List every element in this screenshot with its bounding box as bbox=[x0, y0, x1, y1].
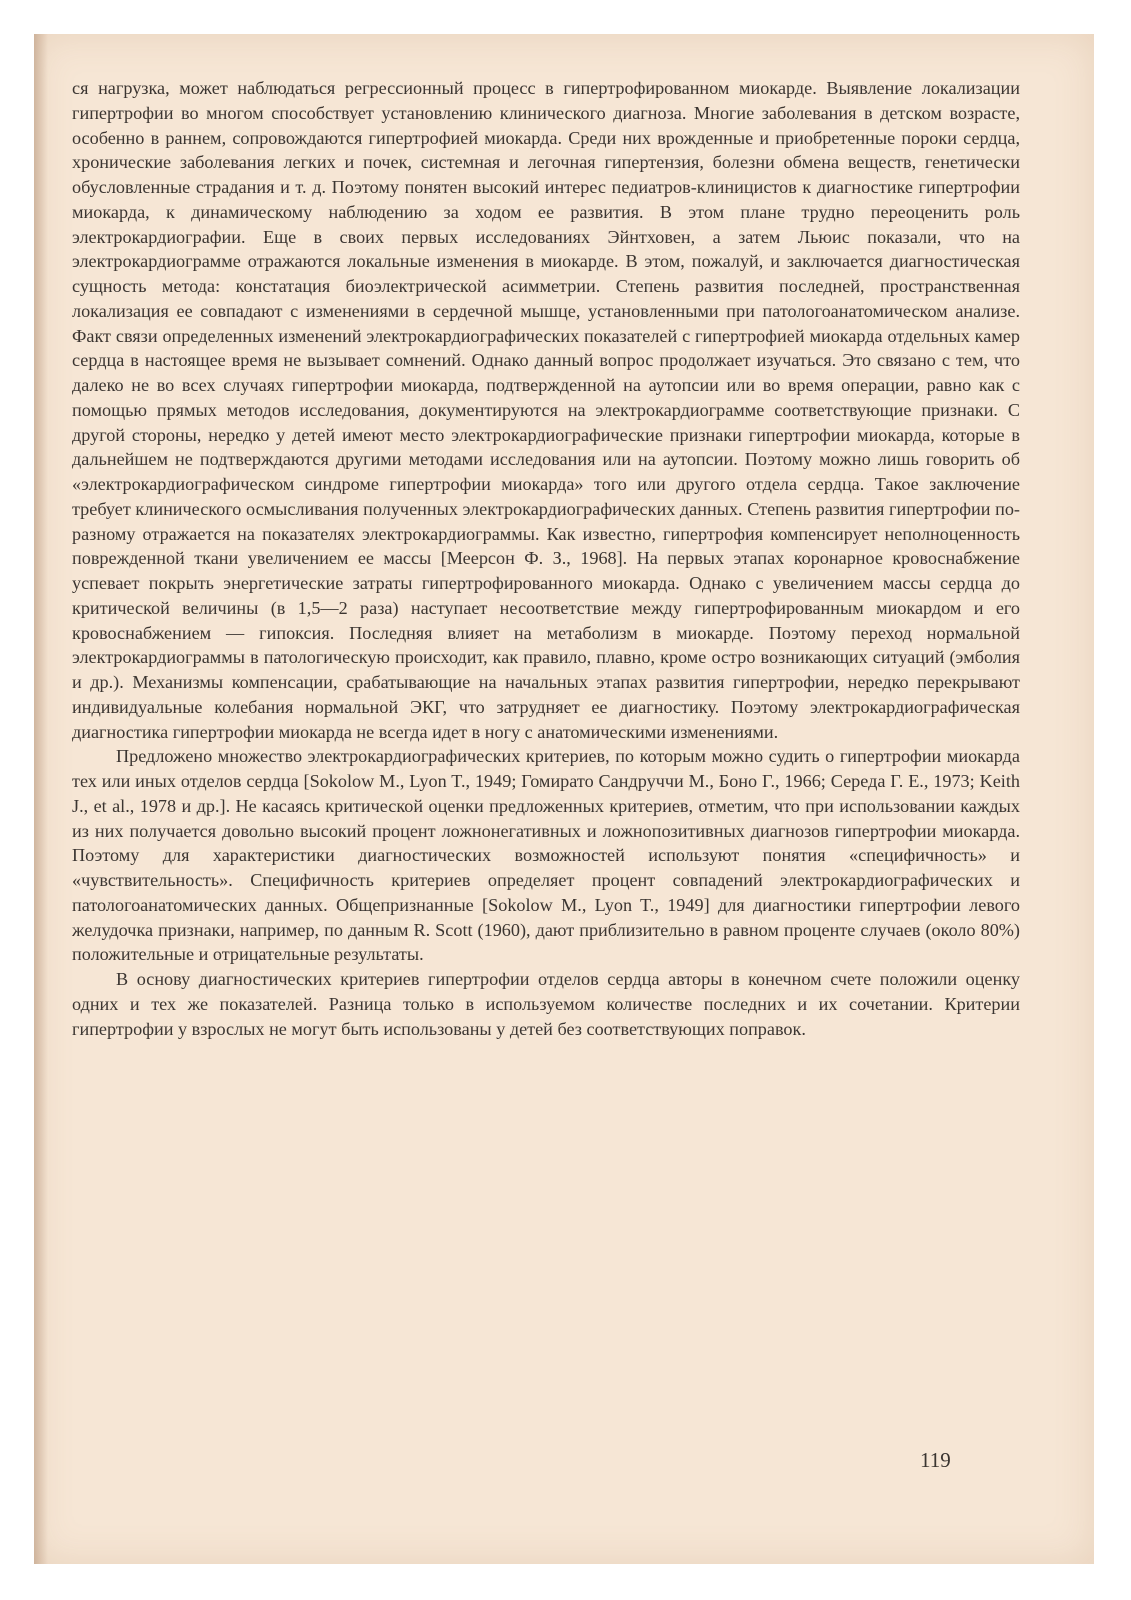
page-spine-shadow bbox=[34, 34, 48, 1564]
paragraph-2: Предложено множество электрокардиографических критериев, по которым можно судить о гипертрофии миокарда тех или иных отделов сердца [Sokolow M., Lyon T., 1949; Гомирато Сандруччи М., Боно Г., 1966; Середа Г. Е., 1973; Keith J., et al., 1978 и др.]. Не касаясь критической оценки предложенных критериев, отметим, что при использовании каждых из них получается довольно высокий процент ложнонегативных и ложнопозитивных диагнозов гипертрофии миокарда. Поэтому для характеристики диагностических возможностей используют понятия «специфичность» и «чувствительность». Специфичность критериев определяет процент совпадений электрокардиографических и патологоанатомических данных. Общепризнанные [Sokolow M., Lyon T., 1949] для диагностики гипертрофии левого желудочка признаки, например, по данным R. Scott (1960), дают приблизительно в равном проценте случаев (около 80%) положительные и отрицательные результаты. bbox=[72, 746, 1020, 965]
page-number: 119 bbox=[920, 1448, 951, 1472]
paragraph-1: ся нагрузка, может наблюдаться регрессионный процесс в гипертрофированном миокарде. Выявление локализации гипертрофии во многом способствует установлению клинического диагноза. Многие заболевания в детском возрасте, особенно в раннем, сопровождаются гипертрофией миокарда. Среди них врожденные и приобретенные пороки сердца, хронические заболевания легких и почек, системная и легочная гипертензия, болезни обмена веществ, генетически обусловленные страдания и т. д. Поэтому понятен высокий интерес педиатров-клиницистов к диагностике гипертрофии миокарда, к динамическому наблюдению за ходом ее развития. В этом плане трудно переоценить роль электрокардиографии. Еще в своих первых исследованиях Эйнтховен, а затем Льюис показали, что на электрокардиограмме отражаются локальные изменения в миокарде. В этом, пожалуй, и заключается диагностическая сущность метода: констатация биоэлектрической асимметрии. Степень развития последней, пространственная локализация ее совпадают с изменениями в сердечной мышце, установленными при патологоанатомическом анализе. Факт связи определенных изменений электрокардиографических показателей с гипертрофией миокарда отдельных камер сердца в настоящее время не вызывает сомнений. Однако данный вопрос продолжает изучаться. Это связано с тем, что далеко не во всех случаях гипертрофии миокарда, подтвержденной на аутопсии или во время операции, равно как с помощью прямых методов исследования, документируются на электрокардиограмме соответствующие признаки. С другой стороны, нередко у детей имеют место электрокардиографические признаки гипертрофии миокарда, которые в дальнейшем не подтверждаются другими методами исследования или на аутопсии. Поэтому можно лишь говорить об «электрокардиографическом синдроме гипертрофии миокарда» того или другого отдела сердца. Такое заключение требует клинического осмысливания полученных электрокардиографических данных. Степень развития гипертрофии по-разному отражается на показателях электрокардиограммы. Как известно, гипертрофия компенсирует неполноценность поврежденной ткани увеличением ее массы [Меерсон Ф. З., 1968]. На первых этапах коронарное кровоснабжение успевает покрыть энергетические затраты гипертрофированного миокарда. Однако с увеличением массы сердца до критической величины (в 1,5—2 раза) наступает несоответствие между гипертрофированным миокардом и его кровоснабжением — гипоксия. Последняя влияет на метаболизм в миокарде. Поэтому переход нормальной электрокардиограммы в патологическую происходит, как правило, плавно, кроме остро возникающих ситуаций (эмболия и др.). Механизмы компенсации, срабатывающие на начальных этапах развития гипертрофии, нередко перекрывают индивидуальные колебания нормальной ЭКГ, что затрудняет ее диагностику. Поэтому электрокардиографическая диагностика гипертрофии миокарда не всегда идет в ногу с анатомическими изменениями. bbox=[72, 78, 1020, 742]
paragraph-3: В основу диагностических критериев гипертрофии отделов сердца авторы в конечном счете положили оценку одних и тех же показателей. Разница только в используемом количестве последних и их сочетании. Критерии гипертрофии у взрослых не могут быть использованы у детей без соответствующих поправок. bbox=[72, 969, 1020, 1039]
body-text bbox=[72, 76, 1020, 1041]
